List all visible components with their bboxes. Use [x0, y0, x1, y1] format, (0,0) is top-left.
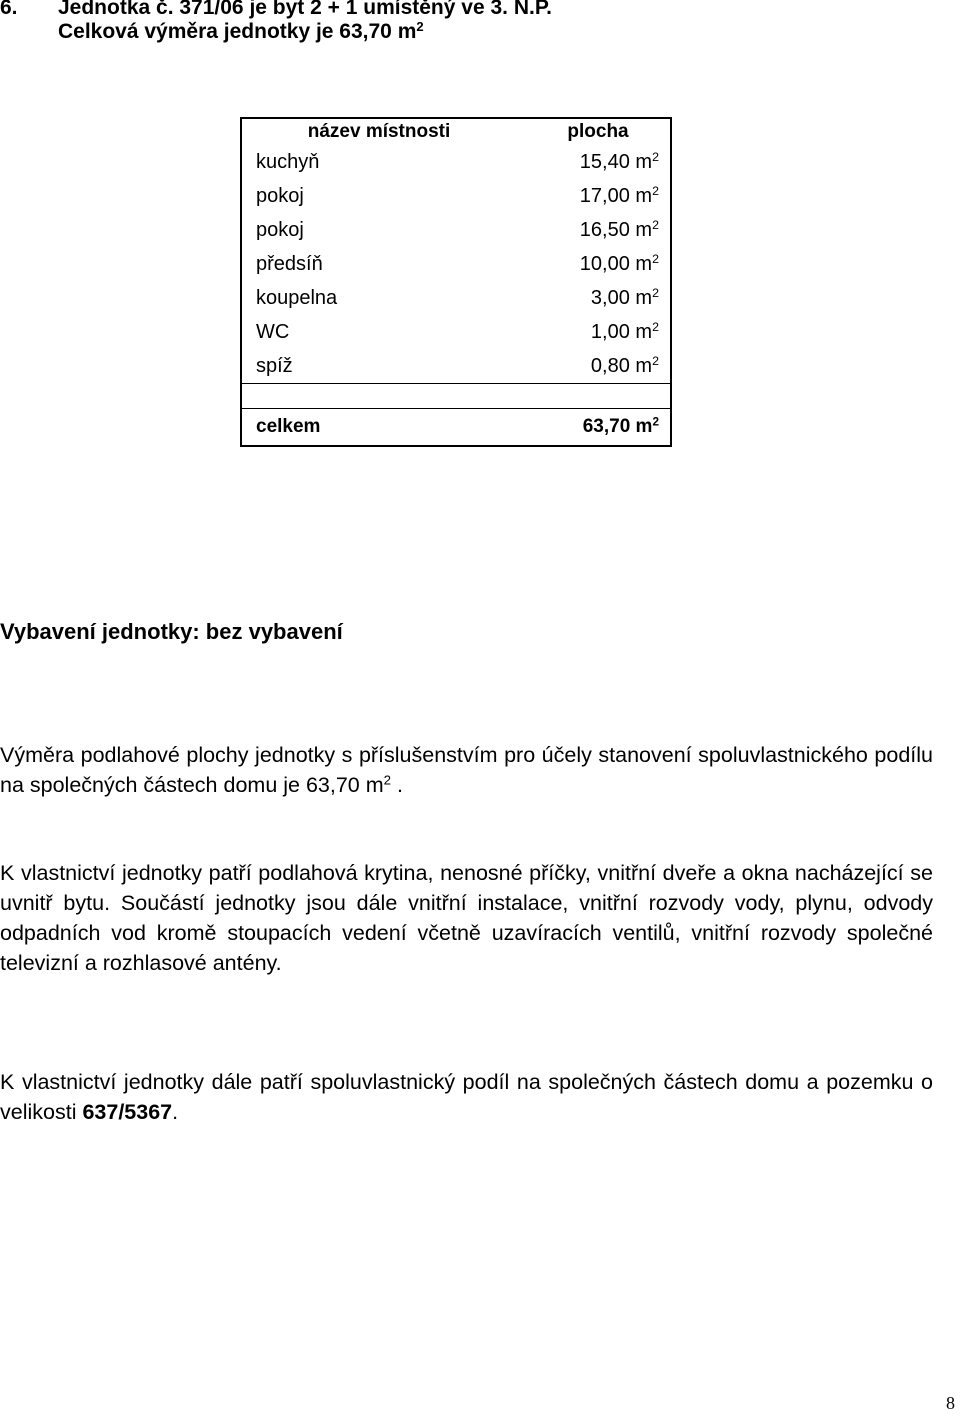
room-area: 16,50 $m^2$: [579, 218, 659, 241]
rooms-table-body: [241, 145, 671, 384]
room-name: WC: [256, 321, 290, 343]
equipment-line: Vybavení jednotky: bez vybavení: [0, 619, 343, 644]
table-total-row: [241, 409, 671, 447]
floor-area-paragraph: Výměra podlahové plochy jednotky s příslušenstvím pro účely stanovení spoluvlastnického podílu na společných částech domu je 63,70 $m^2$ .: [0, 743, 933, 797]
room-name: pokoj: [256, 219, 304, 241]
room-area: 3,00 $m^2$: [590, 286, 659, 309]
room-area: 17,00 $m^2$: [579, 184, 659, 207]
table-header-row: [241, 118, 671, 145]
room-name: kuchyň: [256, 151, 320, 173]
unit-heading: [0, 0, 940, 44]
ownership-paragraph: K vlastnictví jednotky patří podlahová krytina, nenosné příčky, vnitřní dveře a okna nacházející se uvnitř bytu. Součástí jednotky jsou dále vnitřní instalace, vnitřní rozvody vody, plynu, odvody odpadních vod kromě stoupacích vedení včetně uzavíracích ventilů, vnitřní rozvody společné televizní a rozhlasové antény.: [0, 861, 933, 975]
room-area: 0,80 $m^2$: [590, 354, 659, 377]
room-area: 15,40 $m^2$: [579, 150, 659, 173]
table-row: [241, 247, 671, 281]
share-paragraph: K vlastnictví jednotky dále patří spoluvlastnický podíl na společných částech domu a pozemku o velikosti 637/5367.: [0, 1070, 933, 1124]
room-name: předsíň: [256, 253, 323, 275]
section-number: 6.: [0, 0, 18, 19]
room-name: spíž: [256, 355, 293, 377]
unit-superscript: 2: [416, 18, 424, 34]
column-header-area: plocha: [567, 121, 629, 142]
heading-line-2: [0, 20, 940, 44]
column-header-name: název místnosti: [307, 121, 451, 142]
table-spacer-row: [241, 384, 671, 409]
table-row: [241, 315, 671, 349]
room-name: koupelna: [256, 287, 338, 309]
share-value: 637/5367: [82, 1100, 173, 1124]
rooms-table: [240, 117, 672, 447]
total-label: celkem: [241, 409, 510, 447]
table-row: [241, 145, 671, 179]
heading-line-1: Jednotka č. 371/06 je byt 2 + 1 umístěný ve 3. N.P.: [58, 0, 552, 19]
table-row: [241, 213, 671, 247]
room-area: 10,00 $m^2$: [579, 252, 659, 275]
room-area: 1,00 $m^2$: [590, 320, 659, 343]
table-row: [241, 179, 671, 213]
total-area: 63,70 $m^2$: [510, 409, 671, 447]
total-area-text: Celková výměra jednotky je 63,70 m: [58, 20, 417, 43]
page-number: 8: [946, 1393, 955, 1413]
table-row: [241, 281, 671, 315]
room-name: pokoj: [256, 185, 304, 207]
table-row: [241, 349, 671, 384]
